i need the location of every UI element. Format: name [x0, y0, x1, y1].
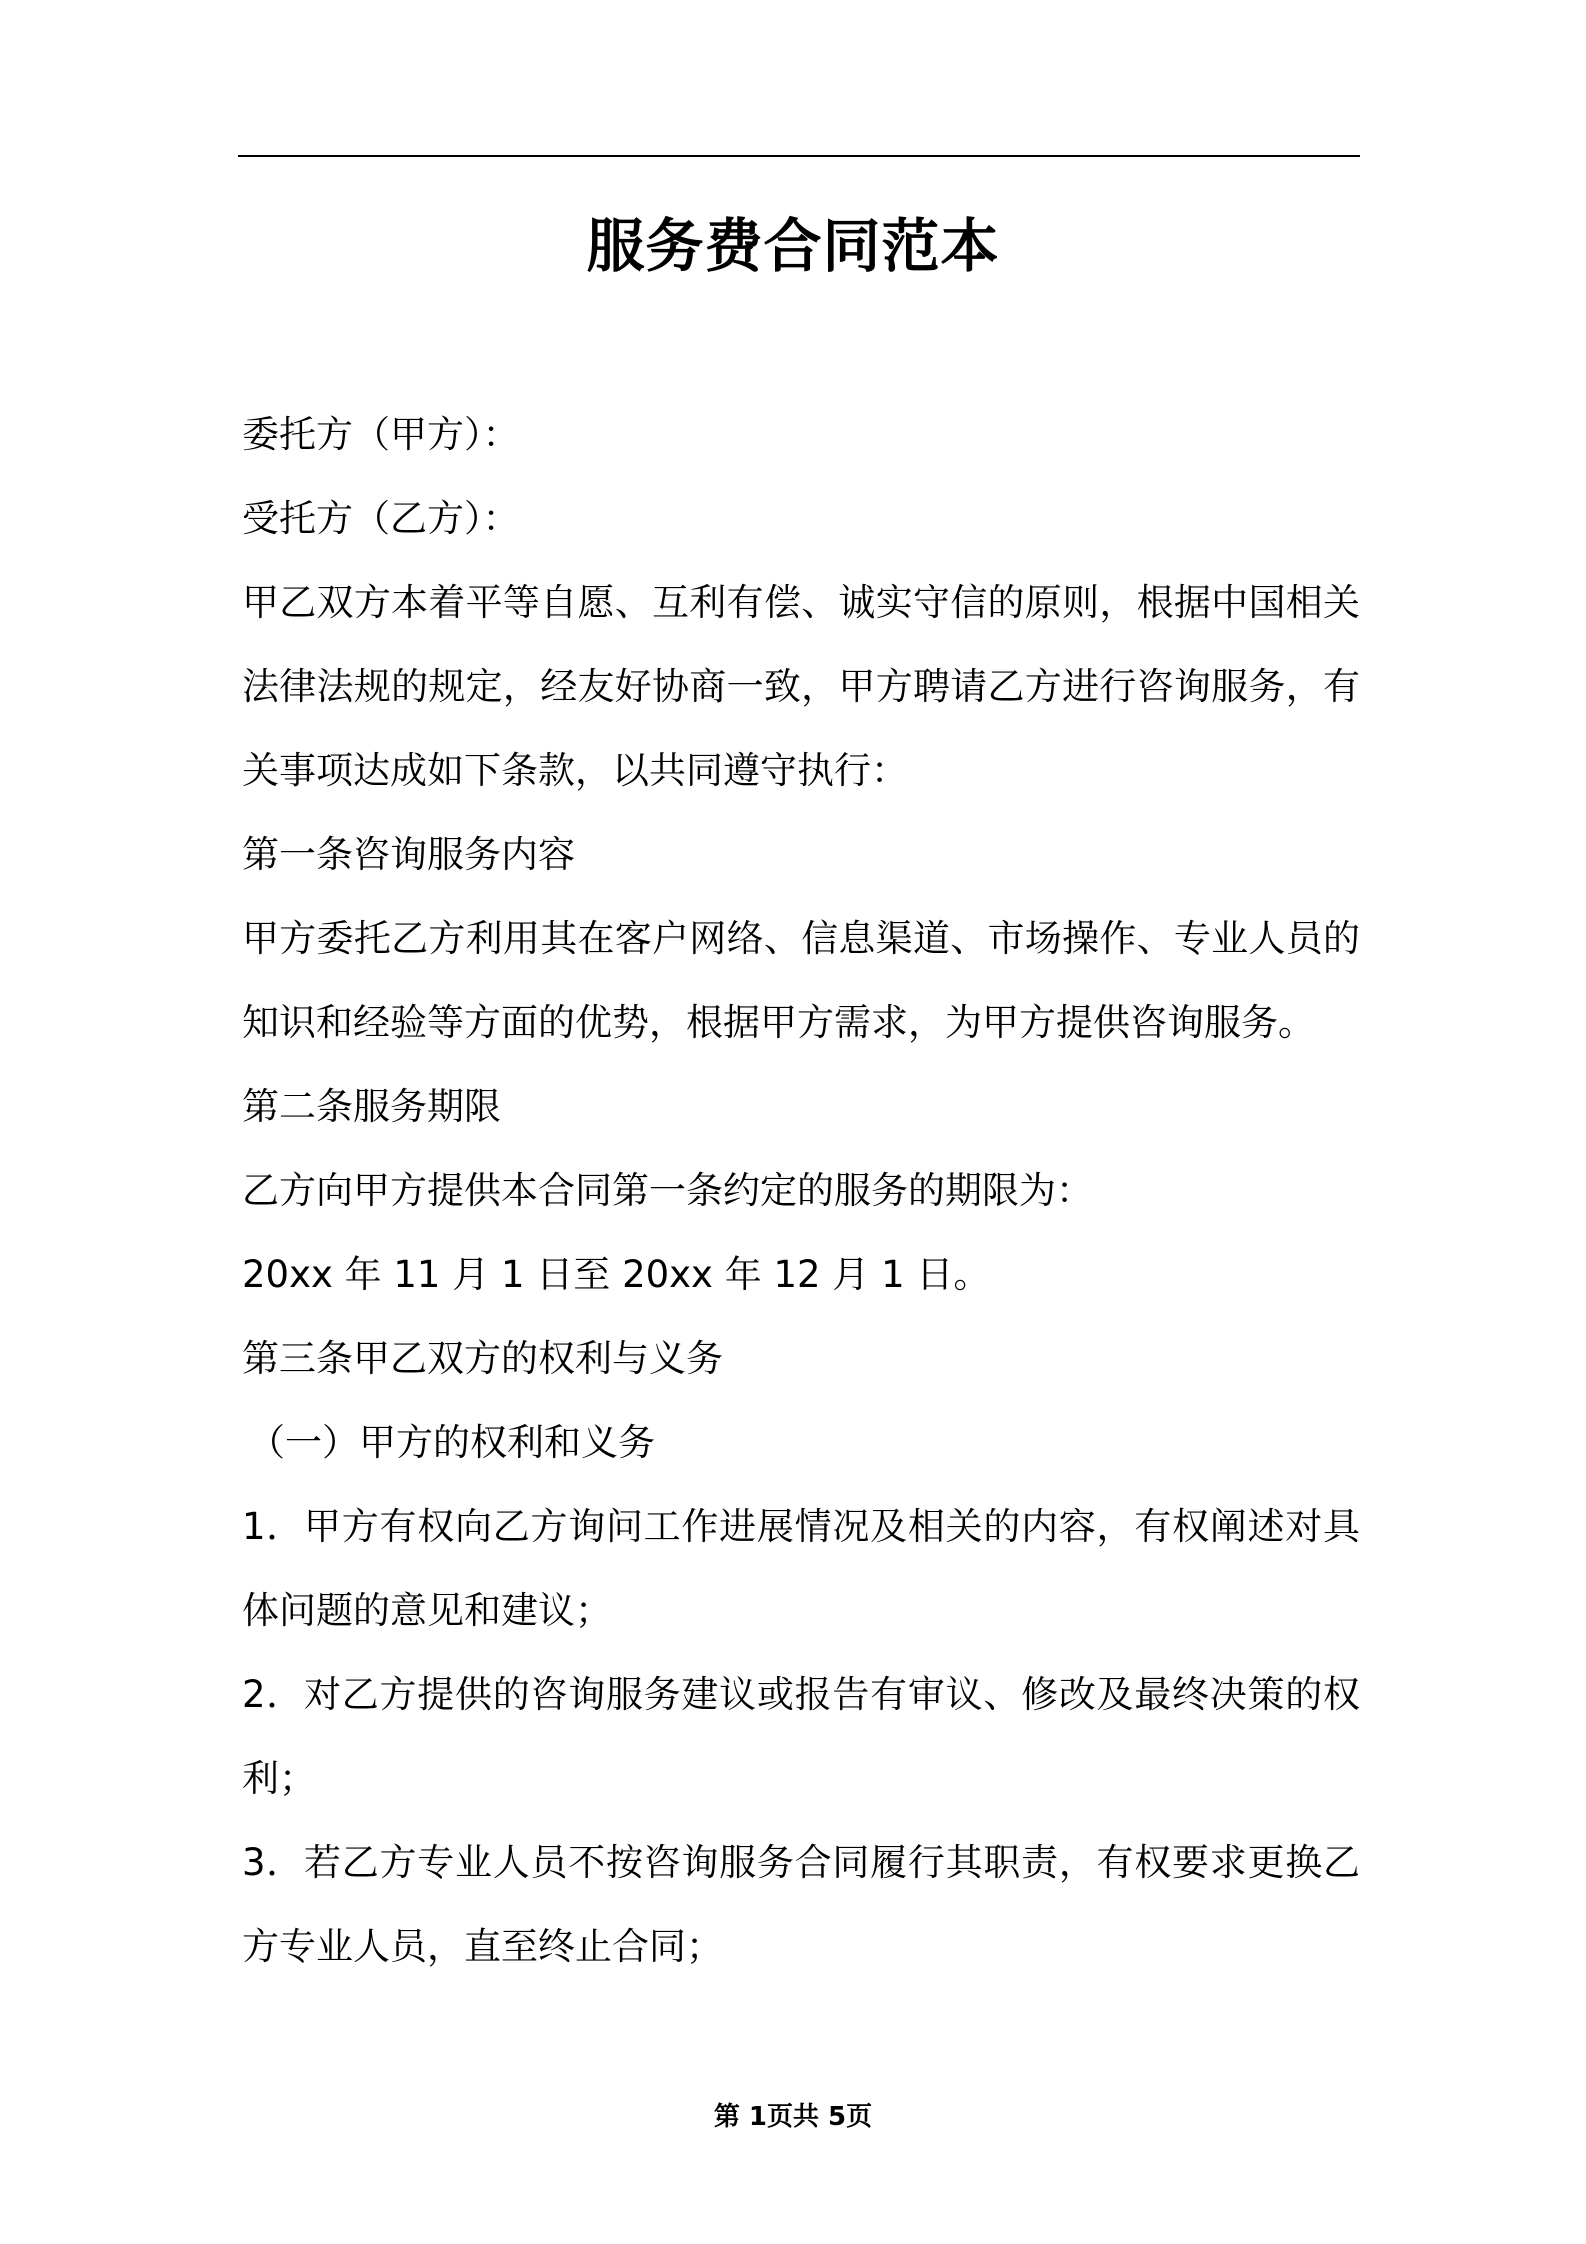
document-body — [242, 393, 1360, 1989]
document-title: 服务费合同范本 — [586, 212, 1000, 280]
item-1-line-1: 1．甲方有权向乙方询问工作进展情况及相关的内容，有权阐述对具 — [242, 1505, 1360, 1548]
preamble-line-1: 甲乙双方本着平等自愿、互利有偿、诚实守信的原则，根据中国相关 — [242, 581, 1360, 624]
item-3-line-2: 方专业人员，直至终止合同； — [242, 1925, 723, 1968]
article-3-heading: 第三条甲乙双方的权利与义务 — [242, 1337, 723, 1380]
article-2-line-2: 20xx 年 11 月 1 日至 20xx 年 12 月 1 日。 — [242, 1253, 991, 1296]
item-2-line-2: 利； — [242, 1757, 316, 1800]
item-3-line-1: 3．若乙方专业人员不按咨询服务合同履行其职责，有权要求更换乙 — [242, 1841, 1360, 1884]
header-rule — [238, 155, 1360, 157]
article-1-line-1: 甲方委托乙方利用其在客户网络、信息渠道、市场操作、专业人员的 — [242, 917, 1360, 960]
item-2-line-1: 2．对乙方提供的咨询服务建议或报告有审议、修改及最终决策的权 — [242, 1673, 1360, 1716]
party-b-line: 受托方（乙方）： — [242, 497, 520, 540]
party-a-line: 委托方（甲方）： — [242, 413, 520, 456]
page-number-footer: 第 1页共 5页 — [713, 2102, 873, 2132]
item-1-line-2: 体问题的意见和建议； — [242, 1589, 612, 1632]
article-1-heading: 第一条咨询服务内容 — [242, 833, 575, 876]
article-1-line-2: 知识和经验等方面的优势，根据甲方需求，为甲方提供咨询服务。 — [242, 1001, 1315, 1044]
section-1-heading: （一）甲方的权利和义务 — [248, 1421, 655, 1464]
article-2-heading: 第二条服务期限 — [242, 1085, 501, 1128]
preamble-line-3: 关事项达成如下条款，以共同遵守执行： — [242, 749, 908, 792]
article-2-line-1: 乙方向甲方提供本合同第一条约定的服务的期限为： — [242, 1169, 1093, 1212]
preamble-line-2: 法律法规的规定，经友好协商一致，甲方聘请乙方进行咨询服务，有 — [242, 665, 1360, 708]
